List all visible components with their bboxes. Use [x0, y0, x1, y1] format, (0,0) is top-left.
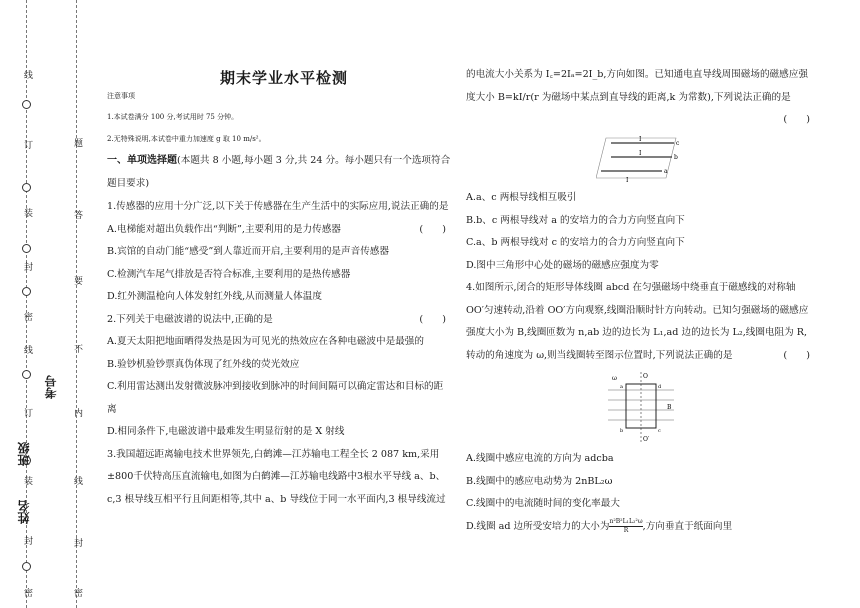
q3-option-b: B.b、c 两根导线对 a 的安培力的合力方向竖直向下	[466, 214, 685, 226]
q4-option-d-prefix: D.线圈 ad 边所受安培力的大小为	[466, 520, 610, 532]
margin-char: 线	[22, 345, 32, 354]
current-label: I	[626, 177, 629, 184]
binding-hole	[22, 183, 31, 192]
field-label: B	[667, 404, 672, 411]
binding-hole	[22, 287, 31, 296]
q1-stem: 1.传感器的应用十分广泛,以下关于传感器在生产生活中的实际应用,说法正确的是	[107, 201, 449, 212]
q4-stem: 4.如图所示,闭合的矩形导体线圈 abcd 在匀强磁场中绕垂直于磁感线的对称轴 OO′匀速转动,沿着 OO′方向观察,线圈沿顺时针方向转动。已知匀强磁场的磁感应强度大小为 B,线圈匝数为 n,ab 边的边长为 L₁,ad 边的边长为 L₂,线圈电阻为 R,转动的角速度为 ω,则当线圈转至图示位置时,下列说法正确的是	[466, 282, 809, 361]
margin-char: 订	[22, 140, 32, 149]
margin-char: 要	[72, 276, 82, 285]
wire-label: a	[664, 168, 668, 175]
q2-option-a: A.夏天太阳把地面晒得发热是因为可见光的热效应在各种电磁波中是最强的	[107, 336, 424, 347]
section-heading	[107, 150, 452, 195]
margin-char: 密	[72, 588, 82, 597]
margin-char: 密	[22, 588, 32, 597]
q3-option-d: D.图中三角形中心处的磁场的磁感应强度为零	[466, 259, 659, 271]
q3-figure	[596, 128, 686, 188]
q4-option-d-suffix: ,方向垂直于纸面向里	[642, 520, 733, 532]
q2-option-b: B.验钞机验钞票真伪体现了红外线的荧光效应	[107, 358, 300, 370]
margin-char: 密	[22, 312, 32, 321]
q2-option-d: D.相同条件下,电磁波谱中最难发生明显衍射的是 X 射线	[107, 426, 345, 437]
notice-item: 2.无特殊说明,本试卷中重力加速度 g 取 10 m/s²。	[107, 135, 266, 143]
q1-option-b: B.宾馆的自动门能“感受”到人靠近而开启,主要利用的是声音传感器	[107, 246, 389, 257]
margin-char: 答	[72, 210, 82, 219]
wire-label: b	[674, 154, 678, 161]
q2-option-c: C.利用雷达测出发射微波脉冲到接收到脉冲的时间间隔可以确定雷达和目标的距离	[107, 381, 444, 415]
fraction	[609, 518, 642, 535]
q3-stem-cont: 的电流大小关系为 I꜀=2Iₐ=2I_b,方向如图。已知通电直导线周围磁场的磁感应强度大小 B=kI/r(r 为磁场中某点到直导线的距离,k 为常数),下列说法正确的是	[466, 69, 808, 103]
axis-label: O	[643, 373, 648, 380]
margin-char: 装	[22, 208, 32, 217]
q4-option-d	[466, 516, 816, 539]
current-label: I	[639, 150, 642, 157]
q2-stem: 2.下列关于电磁波谱的说法中,正确的是	[107, 313, 273, 325]
question-1	[107, 196, 452, 511]
q4-option-c: C.线圈中的电流随时间的变化率最大	[466, 498, 620, 509]
margin-char: 封	[72, 538, 82, 547]
q3-options	[466, 187, 816, 367]
binding-hole	[22, 244, 31, 253]
current-label: I	[639, 136, 642, 143]
binding-margin	[0, 0, 92, 608]
notice-heading: 注意事项	[107, 92, 135, 100]
id-label: 考号	[44, 375, 58, 399]
margin-char: 封	[22, 536, 32, 545]
q3-continued	[466, 64, 816, 132]
margin-char: 题	[72, 138, 82, 147]
margin-char: 线	[22, 70, 32, 79]
margin-char: 封	[22, 262, 32, 271]
answer-paren: ( )	[783, 349, 810, 361]
corner-label: c	[658, 428, 661, 434]
q4-option-a: A.线圈中感应电流的方向为 adcba	[466, 453, 614, 464]
corner-label: a	[620, 384, 623, 390]
margin-char: 不	[72, 344, 82, 353]
axis-label: O′	[643, 436, 650, 443]
name-label: 姓名	[17, 500, 31, 524]
margin-char: 内	[72, 408, 82, 417]
corner-label: d	[658, 384, 662, 390]
notice-item: 1.本试卷满分 100 分,考试用时 75 分钟。	[107, 113, 239, 121]
corner-label: b	[620, 428, 624, 434]
q4-option-b: B.线圈中的感应电动势为 2nBL₂ω	[466, 475, 613, 487]
q1-option-d: D.红外测温枪向人体发射红外线,从而测量人体温度	[107, 291, 322, 302]
answer-paren: ( )	[419, 313, 446, 325]
margin-char: 装	[22, 476, 32, 485]
q4-options	[466, 448, 816, 538]
q1-option-a: A.电梯能对超出负载作出“判断”,主要利用的是力传感器	[107, 223, 341, 235]
q3-option-a: A.a、c 两根导线相互吸引	[466, 192, 577, 203]
binding-hole	[22, 100, 31, 109]
q3-stem: 3.我国超远距离输电技术世界领先,白鹤滩—江苏输电工程全长 2 087 km,采用±800千伏特高压直流输电,如图为白鹤滩—江苏输电线路中3根水平导线 a、b、c,3 根导线互相平行且间距相等,其中 a、b 导线位于同一水平面内,3 根导线流过	[107, 448, 446, 505]
margin-char: 订	[22, 408, 32, 417]
answer-paren: ( )	[419, 223, 446, 235]
page-title: 期末学业水平检测	[220, 69, 349, 87]
section-desc: (本题共 8 小题,每小题 3 分,共 24 分。每小题只有一个选项符合题目要求)	[107, 155, 451, 189]
section-title: 一、单项选择题	[107, 155, 177, 166]
inner-dashed-line	[76, 0, 77, 608]
fraction-den: R	[623, 526, 629, 534]
q4-figure	[606, 370, 676, 445]
fraction-num: n²B²L₁L₂²ω	[609, 517, 643, 525]
class-label: 班级	[17, 442, 31, 466]
margin-char: 线	[72, 476, 82, 485]
wire-label: c	[676, 140, 680, 147]
q1-option-c: C.检测汽车尾气排放是否符合标准,主要利用的是热传感器	[107, 268, 351, 280]
answer-paren: ( )	[783, 114, 810, 125]
binding-hole	[22, 370, 31, 379]
binding-hole	[22, 562, 31, 571]
q3-option-c: C.a、b 两根导线对 c 的安培力的合力方向竖直向下	[466, 237, 685, 248]
omega-label: ω	[612, 375, 617, 382]
